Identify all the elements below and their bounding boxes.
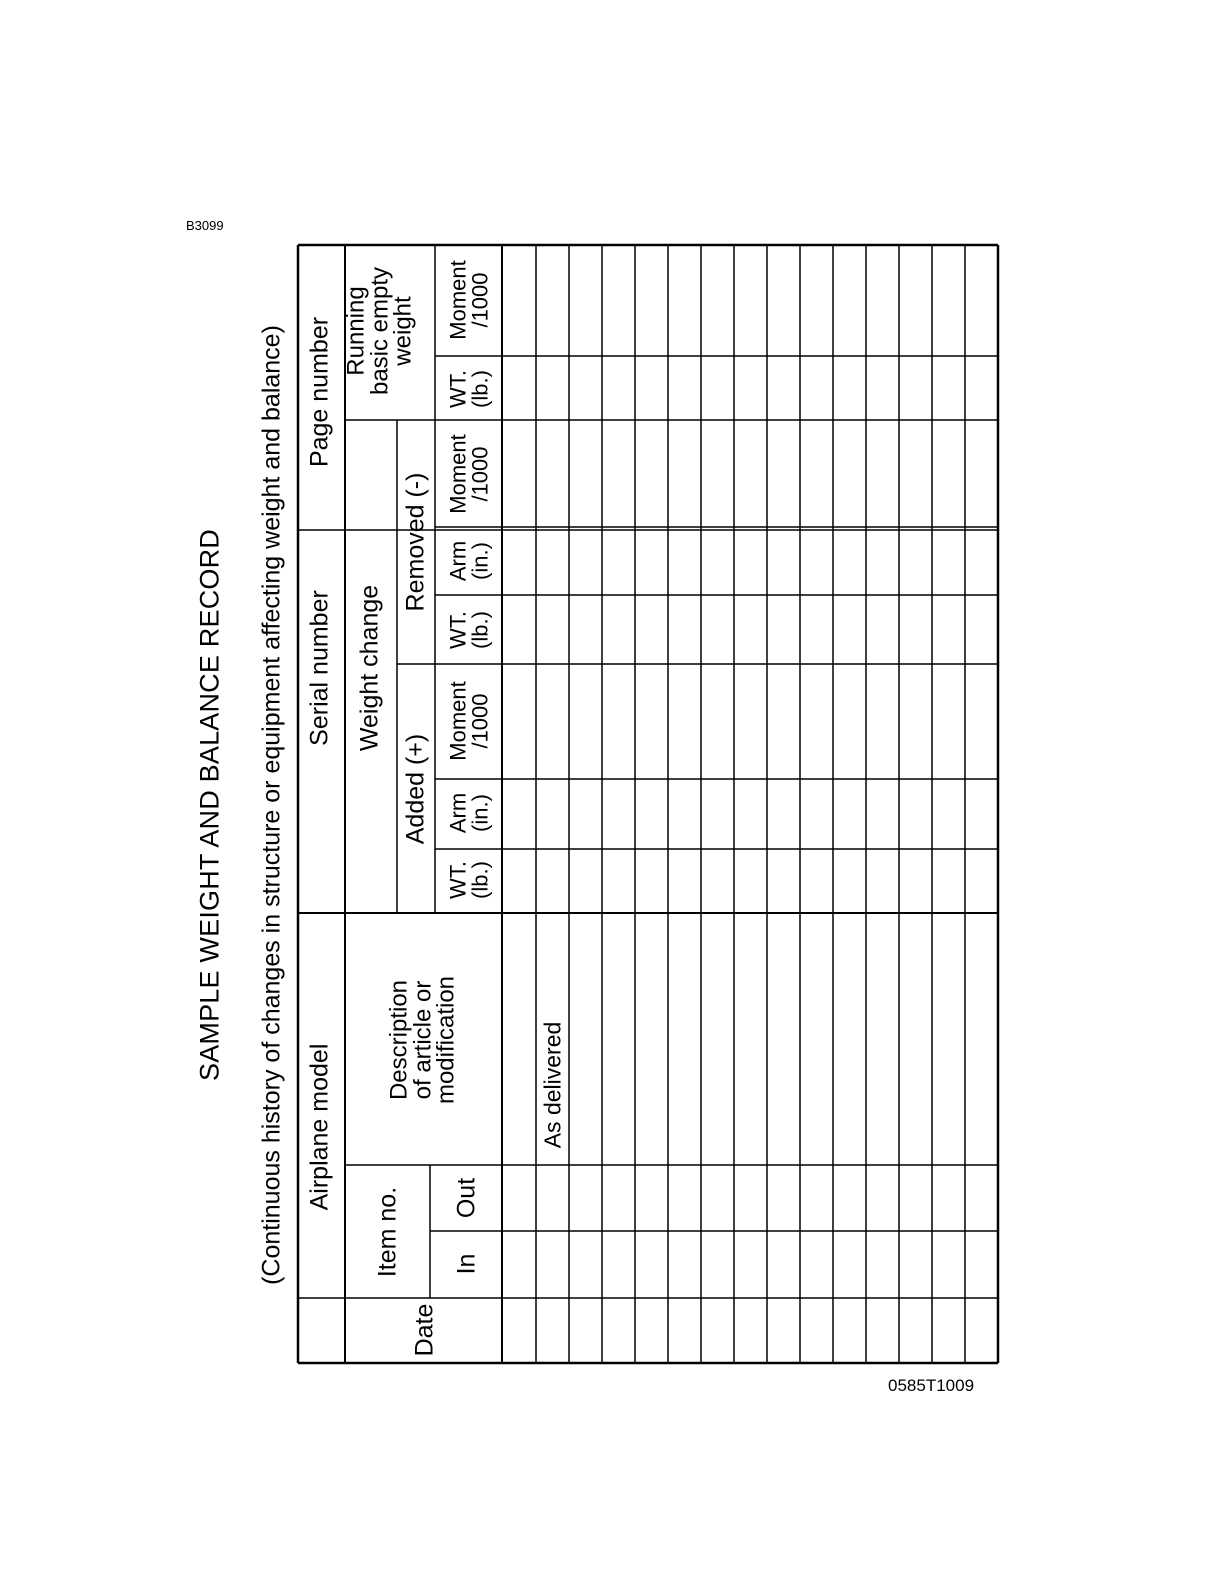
removed-header: Removed (-) <box>401 472 430 612</box>
removed-wt-header: WT. (lb.) <box>445 611 492 649</box>
running-basic-empty-weight-header: Running basic empty weight <box>342 266 417 396</box>
item-in-header: In <box>452 1253 481 1275</box>
removed-moment-header: Moment /1000 <box>445 434 492 514</box>
added-arm-header: Arm (in.) <box>445 792 492 834</box>
page-number-label: Page number <box>305 316 334 468</box>
date-header: Date <box>410 1303 439 1357</box>
running-wt-header: WT. (lb.) <box>445 370 492 408</box>
description-header: Description of article or modification <box>385 975 460 1105</box>
added-wt-header: WT. (lb.) <box>445 861 492 899</box>
removed-arm-header: Arm (in.) <box>445 540 492 582</box>
form-title: SAMPLE WEIGHT AND BALANCE RECORD <box>194 528 225 1082</box>
form-subtitle: (Continuous history of changes in structure or equipment affecting weight and balance) <box>257 325 286 1285</box>
weight-change-header: Weight change <box>355 584 384 752</box>
figure-id: B3099 <box>186 218 224 233</box>
running-moment-header: Moment /1000 <box>445 260 492 340</box>
added-moment-header: Moment /1000 <box>445 681 492 761</box>
figure-code: 0585T1009 <box>888 1376 975 1395</box>
item-out-header: Out <box>452 1177 481 1219</box>
entry-description: As delivered <box>539 1021 566 1149</box>
item-no-header: Item no. <box>373 1186 402 1278</box>
serial-number-label: Serial number <box>305 590 334 746</box>
airplane-model-label: Airplane model <box>305 1043 334 1211</box>
added-header: Added (+) <box>401 733 430 845</box>
